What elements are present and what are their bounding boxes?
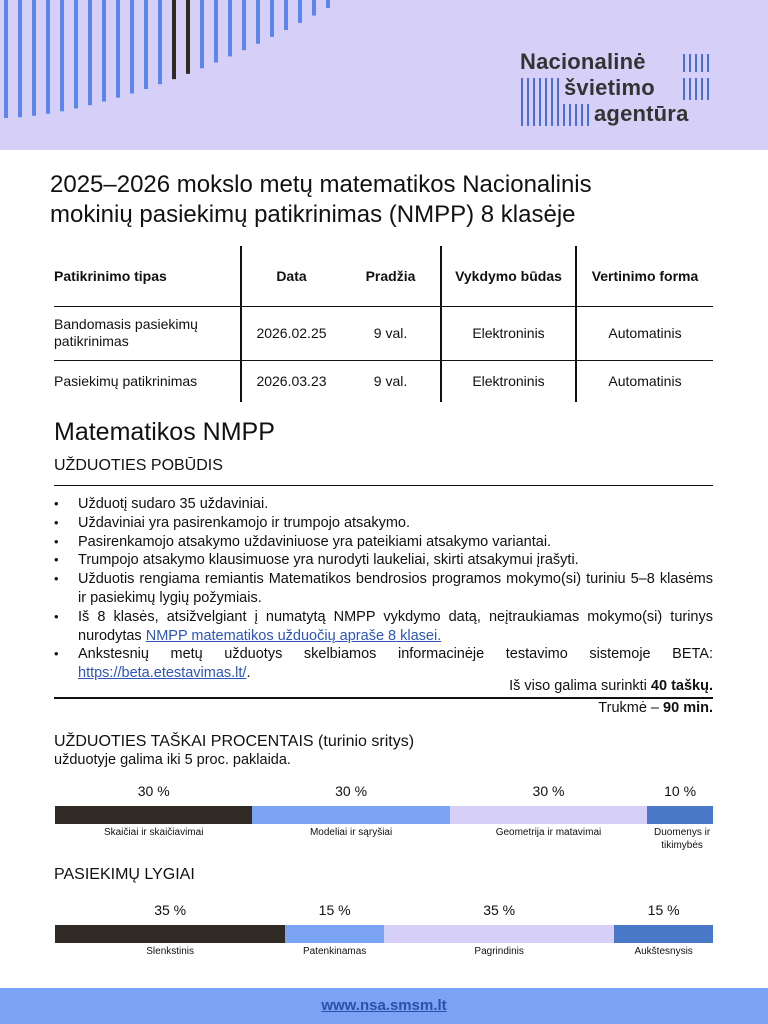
stripe-shape: [88, 0, 92, 105]
task-nature-heading: UŽDUOTIES POBŪDIS: [54, 457, 223, 474]
data-label: 30 %: [335, 783, 368, 799]
cell-type: Pasiekimų patikrinimas: [54, 360, 241, 402]
divider: [54, 485, 713, 486]
cell-type: Bandomasis pasiekimų patikrinimas: [54, 306, 241, 360]
section-title: Matematikos NMPP: [54, 418, 275, 446]
website-link[interactable]: www.nsa.smsm.lt: [321, 997, 447, 1014]
stripe-shape: [18, 0, 22, 117]
category-label: Slenkstinis: [146, 946, 195, 957]
data-label: 15 %: [647, 902, 680, 918]
column-header-start: Pradžia: [341, 246, 441, 306]
cell-mode: Elektroninis: [441, 360, 576, 402]
list-item: • Užduotį sudaro 35 uždaviniai.: [54, 495, 713, 514]
stripe-shape: [46, 0, 50, 114]
stripe-shape: [130, 0, 134, 93]
cell-mode: Elektroninis: [441, 306, 576, 360]
bar-segment: [55, 925, 285, 943]
stripe-shape: [256, 0, 260, 44]
duration-value: 90 min.: [663, 700, 713, 716]
bar-segment: [647, 806, 713, 824]
data-label: 30 %: [137, 783, 170, 799]
stripe-shape: [116, 0, 120, 98]
stripe-shape: [158, 0, 162, 84]
document-title-line-2: mokinių pasiekimų patikrinimas (NMPP) 8 klasėje: [50, 201, 576, 228]
list-item-text: Ankstesnių metų užduotys skelbiamos informacinėje testavimo sistemoje BETA:: [78, 646, 713, 663]
list-item: • Pasirenkamojo atsakymo uždaviniuose yra pateikiami atsakymo variantai.: [54, 533, 713, 552]
cell-grading: Automatinis: [608, 372, 682, 389]
stripe-shape: [242, 0, 246, 50]
stacked-bar: [55, 806, 713, 824]
total-points: [54, 678, 713, 694]
bar-segment: [55, 806, 252, 824]
stripe-shape: [60, 0, 64, 111]
column-header-mode: Vykdymo būdas: [441, 246, 576, 306]
list-item: • Trumpojo atsakymo klausimuose yra nurodyti laukeliai, skirti atsakymui įrašyti.: [54, 551, 713, 570]
table-row: [54, 306, 713, 360]
stacked-bar: [55, 925, 713, 943]
stripe-shape: [32, 0, 36, 116]
total-points-value: 40 taškų.: [650, 678, 713, 694]
cell-grading: Automatinis: [576, 306, 713, 360]
cell-start: 9 val.: [341, 360, 441, 402]
category-label: Skaičiai ir skaičiavimai: [103, 827, 204, 838]
points-chart-heading: UŽDUOTIES TAŠKAI PROCENTAIS (turinio sritys): [54, 733, 415, 750]
stripe-shape: [144, 0, 148, 89]
bar-segment: [450, 806, 647, 824]
bar-segment: [285, 925, 384, 943]
category-label: Pagrindinis: [474, 946, 524, 957]
divider: [54, 697, 713, 699]
category-label: Aukštesnysis: [634, 946, 693, 957]
table-row: [54, 360, 713, 402]
beta-system-link[interactable]: https://beta.etestavimas.lt/: [78, 665, 247, 682]
logo-line-1: Nacionalinė: [520, 49, 646, 74]
list-item: • Uždaviniai yra pasirenkamojo ir trumpojo atsakymo.: [54, 514, 713, 533]
stripe-shape: [186, 0, 190, 74]
category-label: Patenkinamas: [302, 946, 367, 957]
data-label: 10 %: [664, 783, 697, 799]
category-label: Geometrija ir matavimai: [495, 827, 602, 838]
column-header-grading: Vertinimo forma: [576, 246, 713, 306]
stripe-shape: [214, 0, 218, 62]
data-label: 35 %: [154, 902, 187, 918]
list-item-tail: .: [246, 665, 251, 682]
data-label: 15 %: [318, 902, 351, 918]
levels-chart-heading: PASIEKIMŲ LYGIAI: [54, 866, 195, 883]
stripe-shape: [4, 0, 8, 118]
stripe-shape: [74, 0, 78, 108]
footer: [0, 988, 768, 1024]
column-header-date: Data: [241, 246, 341, 306]
task-description-link[interactable]: NMPP matematikos užduočių apraše 8 klasei.: [145, 627, 442, 644]
list-item: [54, 608, 713, 646]
data-label: 35 %: [483, 902, 516, 918]
nsa-logo: [520, 50, 720, 128]
bar-segment: [384, 925, 614, 943]
column-header-type: Patikrinimo tipas: [54, 246, 241, 306]
document-title-line-1: 2025–2026 mokslo metų matematikos Nacionalinis: [50, 171, 592, 198]
list-item-text: Iš 8 klasės, atsižvelgiant į numatytą NMPP vykdymo datą, neįtraukiamas mokymo(si) turinys nurodytas: [78, 608, 713, 644]
total-points-label: Iš viso galima surinkti: [509, 678, 651, 694]
category-label: Modeliai ir sąryšiai: [309, 827, 393, 838]
stripe-shape: [298, 0, 302, 23]
bar-segment: [614, 925, 713, 943]
bar-segment: [252, 806, 449, 824]
task-description-list: [54, 495, 713, 683]
stripe-shape: [172, 0, 176, 79]
category-label: Duomenys ir tikimybės: [654, 827, 711, 851]
stripe-shape: [200, 0, 204, 68]
stripe-shape: [326, 0, 330, 8]
points-chart-note: užduotyje galima iki 5 proc. paklaida.: [54, 752, 291, 768]
schedule-table: [54, 246, 713, 402]
logo-line-2: švietimo: [564, 75, 655, 100]
cell-start: 9 val.: [341, 306, 441, 360]
list-item: • Užduotis rengiama remiantis Matematikos bendrosios programos mokymo(si) turiniu 5–8 klasėms ir pasiekimų lygių požymiais.: [54, 570, 713, 608]
stripe-shape: [270, 0, 274, 37]
stripe-shape: [312, 0, 316, 16]
data-label: 30 %: [532, 783, 565, 799]
stripe-shape: [284, 0, 288, 30]
duration: [54, 700, 713, 716]
stripe-shape: [228, 0, 232, 56]
cell-date: 2026.02.25: [241, 306, 341, 360]
cell-date: 2026.03.23: [256, 372, 327, 389]
document-title: [50, 170, 720, 230]
duration-label: Trukmė –: [598, 700, 664, 716]
logo-line-3: agentūra: [594, 101, 689, 126]
stripe-shape: [102, 0, 106, 102]
